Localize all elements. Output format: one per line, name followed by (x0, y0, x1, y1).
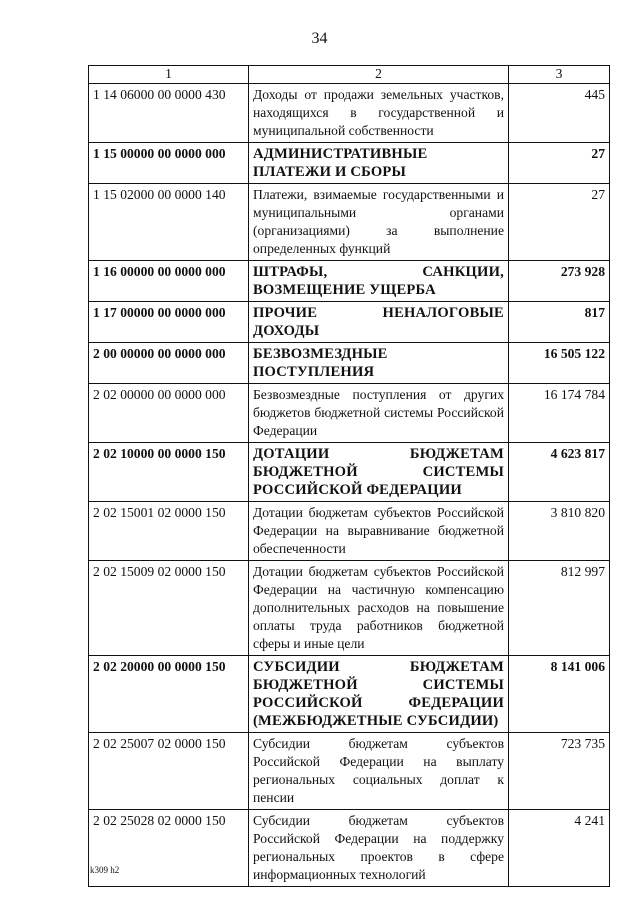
table-row (89, 656, 610, 733)
name-cell: ШТРАФЫ, САНКЦИИ, ВОЗМЕЩЕНИЕ УЩЕРБА (249, 261, 509, 302)
amount-cell: 273 928 (509, 261, 610, 302)
footer-code: k309 h2 (90, 865, 120, 875)
table-row (89, 143, 610, 184)
amount-cell: 16 174 784 (509, 384, 610, 443)
code-cell: 2 00 00000 00 0000 000 (89, 343, 249, 384)
name-cell: Субсидии бюджетам субъектов Российской Федерации на выплату региональных социальных доплат к пенсии (249, 733, 509, 810)
table-row (89, 443, 610, 502)
name-cell: Субсидии бюджетам субъектов Российской Федерации на поддержку региональных проектов в сфере информационных технологий (249, 810, 509, 887)
table-row (89, 302, 610, 343)
amount-cell: 8 141 006 (509, 656, 610, 733)
amount-cell: 4 241 (509, 810, 610, 887)
table-body (89, 84, 610, 887)
table-row (89, 502, 610, 561)
code-cell: 2 02 15001 02 0000 150 (89, 502, 249, 561)
code-cell: 1 17 00000 00 0000 000 (89, 302, 249, 343)
name-cell: Платежи, взимаемые государственными и муниципальными органами (организациями) за выполнение определенных функций (249, 184, 509, 261)
name-cell: СУБСИДИИ БЮДЖЕТАМ БЮДЖЕТНОЙ СИСТЕМЫ РОССИЙСКОЙ ФЕДЕРАЦИИ (МЕЖБЮДЖЕТНЫЕ СУБСИДИИ) (249, 656, 509, 733)
amount-cell: 27 (509, 143, 610, 184)
name-cell: АДМИНИСТРАТИВНЫЕ ПЛАТЕЖИ И СБОРЫ (249, 143, 509, 184)
code-cell: 2 02 10000 00 0000 150 (89, 443, 249, 502)
table-header-row (89, 66, 610, 84)
table-row (89, 343, 610, 384)
code-cell: 1 15 00000 00 0000 000 (89, 143, 249, 184)
page-number: 34 (311, 30, 328, 47)
name-cell: БЕЗВОЗМЕЗДНЫЕ ПОСТУПЛЕНИЯ (249, 343, 509, 384)
name-cell: Доходы от продажи земельных участков, находящихся в государственной и муниципальной собственности (249, 84, 509, 143)
name-cell: ДОТАЦИИ БЮДЖЕТАМ БЮДЖЕТНОЙ СИСТЕМЫ РОССИЙСКОЙ ФЕДЕРАЦИИ (249, 443, 509, 502)
table-row (89, 184, 610, 261)
code-cell: 1 16 00000 00 0000 000 (89, 261, 249, 302)
name-cell: Дотации бюджетам субъектов Российской Федерации на выравнивание бюджетной обеспеченности (249, 502, 509, 561)
column-header-name: 2 (249, 66, 509, 84)
amount-cell: 817 (509, 302, 610, 343)
amount-cell: 3 810 820 (509, 502, 610, 561)
amount-cell: 723 735 (509, 733, 610, 810)
table-row (89, 810, 610, 887)
name-cell: Безвозмездные поступления от других бюджетов бюджетной системы Российской Федерации (249, 384, 509, 443)
code-cell: 2 02 15009 02 0000 150 (89, 561, 249, 656)
table-row (89, 84, 610, 143)
table-row (89, 384, 610, 443)
column-header-amount: 3 (509, 66, 610, 84)
amount-cell: 27 (509, 184, 610, 261)
column-header-code: 1 (89, 66, 249, 84)
code-cell: 2 02 20000 00 0000 150 (89, 656, 249, 733)
code-cell: 1 15 02000 00 0000 140 (89, 184, 249, 261)
amount-cell: 16 505 122 (509, 343, 610, 384)
table-row (89, 733, 610, 810)
table-row (89, 261, 610, 302)
budget-table (88, 65, 610, 887)
name-cell: Дотации бюджетам субъектов Российской Федерации на частичную компенсацию дополнительных расходов на повышение оплаты труда работников бюджетной сферы и иные цели (249, 561, 509, 656)
amount-cell: 445 (509, 84, 610, 143)
code-cell: 2 02 00000 00 0000 000 (89, 384, 249, 443)
code-cell: 2 02 25007 02 0000 150 (89, 733, 249, 810)
table-row (89, 561, 610, 656)
name-cell: ПРОЧИЕ НЕНАЛОГОВЫЕ ДОХОДЫ (249, 302, 509, 343)
code-cell: 1 14 06000 00 0000 430 (89, 84, 249, 143)
code-cell: 2 02 25028 02 0000 150 (89, 810, 249, 887)
amount-cell: 812 997 (509, 561, 610, 656)
amount-cell: 4 623 817 (509, 443, 610, 502)
